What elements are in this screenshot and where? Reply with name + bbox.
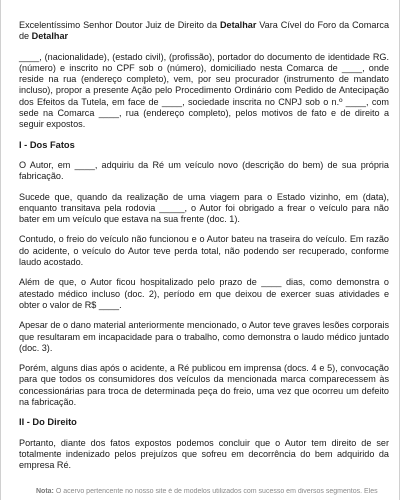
facts-paragraph-1: O Autor, em ____, adquiriu da Ré um veículo novo (descrição do bem) de sua própria fabricação. <box>19 159 389 182</box>
section-heading-facts: I - Dos Fatos <box>19 139 75 150</box>
facts-paragraph-2: Sucede que, quando da realização de uma viagem para o Estado vizinho, em (data), enquanto transitava pela rodovia _____, o Autor foi obrigado a frear o veículo para não bater em um veículo que estava na sua frente (doc. 1). <box>19 191 389 225</box>
footer-note-text: O acervo pertencente no nosso site é de modelos utilizados com sucesso em diversos segmentos. Eles <box>53 488 378 495</box>
facts-paragraph-4: Além de que, o Autor ficou hospitalizado pelo prazo de ____ dias, como demonstra o atestado médico incluso (doc. 2), período em que deixou de exercer suas atividades e obter o valor de R$ ____. <box>19 277 389 310</box>
section-heading-law: II - Do Direito <box>19 417 77 428</box>
court-placeholder-2: Detalhar <box>31 31 69 42</box>
document-body <box>19 20 389 481</box>
facts-paragraph-5: Apesar de o dano material anteriormente mencionado, o Autor teve graves lesões corporais que resultaram em incapacidade para o trabalho, como demonstra o laudo médico juntado (doc. 3). <box>19 320 389 353</box>
footer-note <box>36 488 396 495</box>
court-placeholder-1: Detalhar <box>219 20 257 30</box>
court-address <box>19 20 389 43</box>
law-paragraph-1: Portanto, diante dos fatos expostos podemos concluir que o Autor tem direito de ser totalmente indenizado pelos prejuízos que sofreu em decorrência do bem adquirido da empresa Ré. <box>19 437 389 471</box>
court-address-text-2: Vara Cível do Foro da Comarca de <box>19 20 390 42</box>
facts-paragraph-3: Contudo, o freio do veículo não funcionou e o Autor bateu na traseira do veículo. Em razão do acidente, o veículo do Autor teve perda total, não podendo ser recuperado, conforme laudo acostado. <box>19 234 389 268</box>
footer-note-label: Nota: <box>36 488 54 495</box>
court-address-text-1: Excelentíssimo Senhor Doutor Juiz de Direito da <box>19 20 220 30</box>
parties-paragraph: ____, (nacionalidade), (estado civil), (profissão), portador do documento de identidade RG. (número) e inscrito no CPF sob o (número), domiciliado nesta Comarca de ____, onde reside na rua (endereço completo), vem, por seu procurador (instrumento de mandato incluso), propor a presente Ação pelo Procedimento Ordinário com Pedido de Antecipação dos Efeitos da Tutela, em face de ____, sociedade inscrita no CNPJ sob o n.º ____, com sede na Comarca ____, rua (endereço completo), pelos motivos de fato e de direito a seguir expostos. <box>19 51 389 130</box>
facts-paragraph-6: Porém, alguns dias após o acidente, a Ré publicou em imprensa (docs. 4 e 5), convocação para que todos os consumidores dos veículos da mencionada marca comparecessem às concessionárias para troca de determinada peça do freio, uma vez que ocorreu um defeito na fabricação. <box>19 363 389 408</box>
